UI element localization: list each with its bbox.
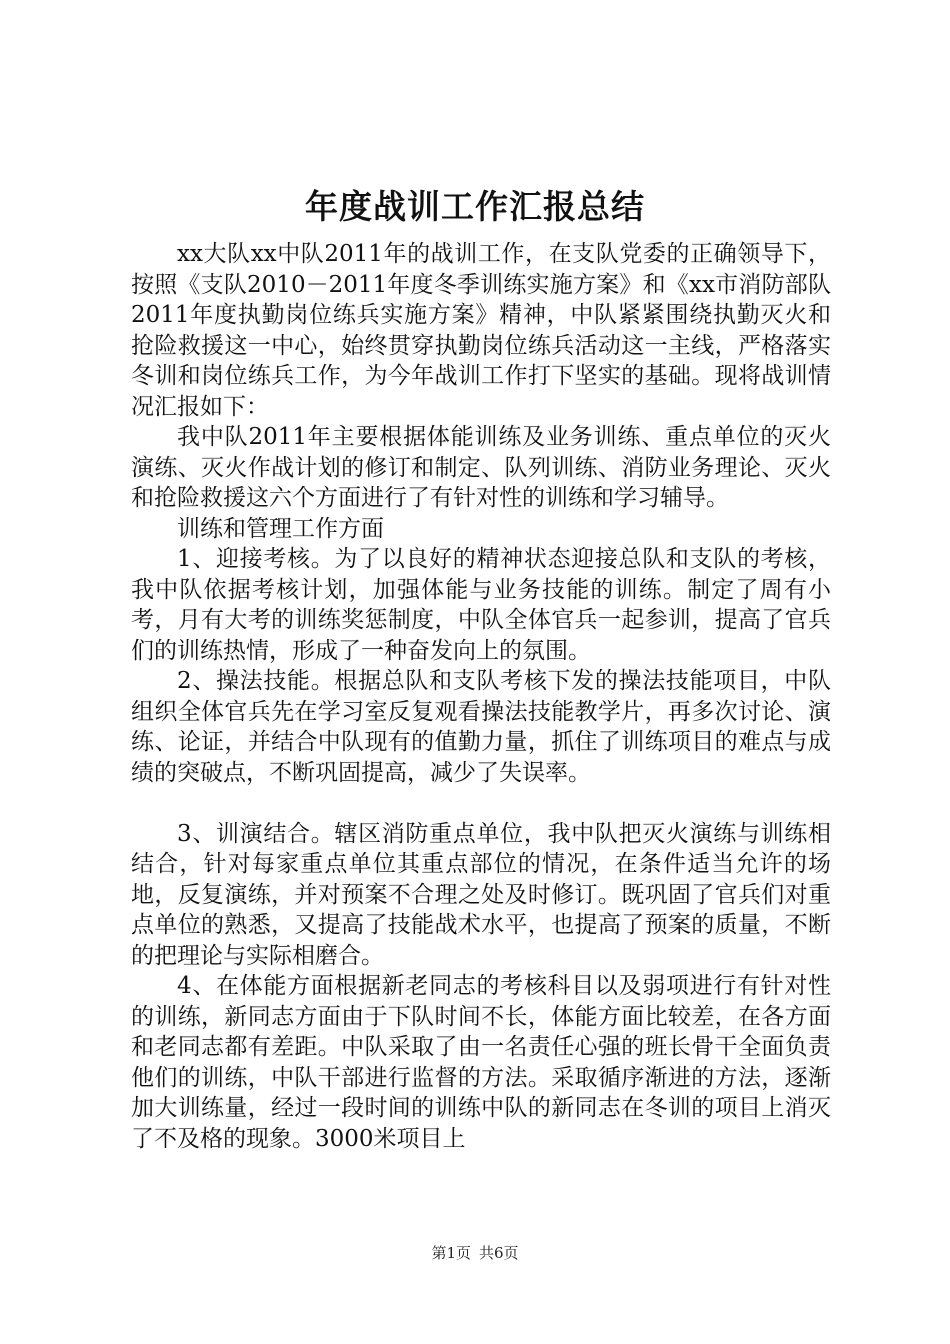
page-number: 第1页: [431, 1244, 471, 1262]
section-heading-training: 训练和管理工作方面: [177, 515, 384, 542]
paragraph-item-2: 2、操法技能。根据总队和支队考核下发的操法技能项目，中队组织全体官兵先在学习室反复观看操法技能教学片，再多次讨论、演练、论证，并结合中队现有的值勤力量，抓住了训练项目的难点与成绩的突破点，不断巩固提高，减少了失误率。: [131, 668, 831, 786]
paragraph-item-1: 1、迎接考核。为了以良好的精神状态迎接总队和支队的考核，我中队依据考核计划，加强体能与业务技能的训练。制定了周有小考，月有大考的训练奖惩制度，中队全体官兵一起参训，提高了官兵们的训练热情，形成了一种奋发向上的氛围。: [131, 546, 831, 664]
document-body: [131, 239, 831, 1154]
document-title: 年度战训工作汇报总结: [305, 187, 645, 226]
paragraph-overview: 我中队2011年主要根据体能训练及业务训练、重点单位的灭火演练、灭火作战计划的修订和制定、队列训练、消防业务理论、灭火和抢险救援这六个方面进行了有针对性的训练和学习辅导。: [131, 424, 831, 511]
paragraph-intro: xx大队xx中队2011年的战训工作，在支队党委的正确领导下，按照《支队2010－2011年度冬季训练实施方案》和《xx市消防部队2011年度执勤岗位练兵实施方案》精神，中队紧紧围绕执勤灭火和抢险救援这一中心，始终贯穿执勤岗位练兵活动这一主线，严格落实冬训和岗位练兵工作，为今年战训工作打下坚实的基础。现将战训情况汇报如下：: [131, 241, 831, 420]
page-footer: [0, 1243, 950, 1263]
paragraph-item-4: 4、在体能方面根据新老同志的考核科目以及弱项进行有针对性的训练，新同志方面由于下队时间不长，体能方面比较差，在各方面和老同志都有差距。中队采取了由一名责任心强的班长骨干全面负责他们的训练，中队干部进行监督的方法。采取循序渐进的方法，逐渐加大训练量，经过一段时间的训练中队的新同志在冬训的项目上消灭了不及格的现象。3000米项目上: [131, 973, 831, 1152]
paragraph-item-3: 3、训演结合。辖区消防重点单位，我中队把灭火演练与训练相结合，针对每家重点单位其重点部位的情况，在条件适当允许的场地，反复演练，并对预案不合理之处及时修订。既巩固了官兵们对重点单位的熟悉，又提高了技能战术水平，也提高了预案的质量，不断的把理论与实际相磨合。: [131, 820, 831, 969]
page-total: 共6页: [479, 1244, 519, 1262]
